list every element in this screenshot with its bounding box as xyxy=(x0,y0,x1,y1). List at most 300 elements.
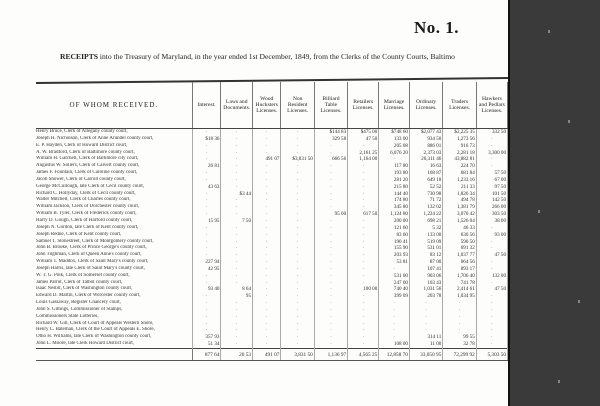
cell-wood: · xyxy=(253,334,281,341)
clerk-name: John Tilghman, Clerk of Queen Anne's county court, xyxy=(36,252,192,259)
table-row xyxy=(36,156,508,163)
table-row xyxy=(36,184,508,191)
clerk-name: Henry C. Bateman, Clerk of the Court of Appeals E. Shore, xyxy=(36,327,192,334)
cell-retailers: · xyxy=(348,300,379,307)
cell-hawkers: 38 00 xyxy=(476,218,507,225)
cell-traders: 224 70 xyxy=(443,163,476,170)
table-row xyxy=(36,232,508,239)
cell-hawkers: · xyxy=(476,293,507,300)
cell-billiard: · xyxy=(314,286,347,293)
cell-nonres: · xyxy=(281,225,314,232)
table-row xyxy=(36,150,508,157)
cell-wood: · xyxy=(253,293,281,300)
cell-marriage: 133 00 xyxy=(379,136,410,143)
cell-ordinary: · xyxy=(409,307,442,314)
cell-laws: $3 44 xyxy=(221,191,253,198)
cell-billiard: · xyxy=(314,341,347,348)
cell-ordinary: 519 09 xyxy=(409,239,442,246)
cell-traders: · xyxy=(443,307,476,314)
cell-marriage: 117 80 xyxy=(379,163,410,170)
cell-wood: · xyxy=(253,136,281,143)
document-title xyxy=(60,52,455,61)
table-row xyxy=(36,307,508,314)
cell-interest: 93 40 xyxy=(192,286,221,293)
total-billiard: 1,136 97 xyxy=(314,349,347,361)
cell-retailers: · xyxy=(348,204,379,211)
cell-interest: · xyxy=(192,225,221,232)
clerk-name: Augustus W. Sollers, Clerk of Calvert county court, xyxy=(36,163,192,170)
cell-laws: · xyxy=(221,170,253,177)
cell-traders: 590 50 xyxy=(443,239,476,246)
cell-hawkers: 332 50 xyxy=(476,129,507,136)
clerk-name: Samuel T. Stonestreet, Clerk of Montgomery county court, xyxy=(36,239,192,246)
cell-interest: · xyxy=(192,252,221,259)
cell-interest: · xyxy=(192,307,221,314)
cell-wood: · xyxy=(253,150,281,157)
clerk-name: Isaac Nesbit, Clerk of Washington county court, xyxy=(36,286,192,293)
cell-nonres: · xyxy=(281,341,314,348)
cell-nonres: · xyxy=(281,177,314,184)
cell-billiard: · xyxy=(314,177,347,184)
cell-interest: · xyxy=(192,245,221,252)
total-retailers: 4,565 25 xyxy=(348,349,379,361)
clerk-name: John B. Brooke, Clerk of Prince George's county court, xyxy=(36,245,192,252)
cell-retailers: · xyxy=(348,280,379,287)
cell-nonres: · xyxy=(281,170,314,177)
cell-marriage: 247 00 xyxy=(379,280,410,287)
clerk-name: William Jackson, Clerk of Dorchester county court, xyxy=(36,204,192,211)
cell-ordinary: · xyxy=(409,327,442,334)
cell-laws: · xyxy=(221,259,253,266)
cell-ordinary: 314 11 xyxy=(409,334,442,341)
cell-traders: 916 73 xyxy=(443,143,476,150)
cell-nonres: · xyxy=(281,280,314,287)
cell-hawkers: 3,300 00 xyxy=(476,150,507,157)
cell-laws: · xyxy=(221,184,253,191)
cell-nonres: · xyxy=(281,245,314,252)
cell-wood: · xyxy=(253,191,281,198)
cell-wood: · xyxy=(253,232,281,239)
clerk-name: William H. Gatchell, Clerk of Baltimore city court, xyxy=(36,156,192,163)
clerk-name: Harry D. Gough, Clerk of Harford county court, xyxy=(36,218,192,225)
col-header-hawkers: Hawkers and Pedlars Licenses. xyxy=(476,82,507,129)
cell-ordinary: 730 98 xyxy=(409,191,442,198)
cell-nonres: $3,831 50 xyxy=(281,156,314,163)
cell-nonres: · xyxy=(281,129,314,136)
cell-nonres: · xyxy=(281,184,314,191)
cell-retailers: · xyxy=(348,327,379,334)
cell-interest: · xyxy=(192,314,221,321)
cell-hawkers: · xyxy=(476,280,507,287)
cell-wood: · xyxy=(253,245,281,252)
cell-retailers: · xyxy=(348,314,379,321)
cell-laws: · xyxy=(221,143,253,150)
cell-marriage: 108 00 xyxy=(379,341,410,348)
cell-billiard: 329 58 xyxy=(314,136,347,143)
cell-retailers: · xyxy=(348,259,379,266)
cell-billiard: · xyxy=(314,280,347,287)
cell-hawkers: 67 00 xyxy=(476,177,507,184)
clerk-name: George McCullough, late Clerk of Cecil county court, xyxy=(36,184,192,191)
total-ordinary: 33,050 95 xyxy=(409,349,442,361)
cell-ordinary: $2,077 43 xyxy=(409,129,442,136)
cell-wood: · xyxy=(253,143,281,150)
cell-interest: · xyxy=(192,280,221,287)
cell-retailers: · xyxy=(348,341,379,348)
binding-speck xyxy=(538,210,540,213)
cell-interest: · xyxy=(192,300,221,307)
cell-retailers: · xyxy=(348,239,379,246)
table-row xyxy=(36,143,508,150)
title-prefix: RECEIPTS xyxy=(60,52,98,61)
cell-retailers: · xyxy=(348,197,379,204)
cell-interest: · xyxy=(192,239,221,246)
cell-traders: 1,381 79 xyxy=(443,204,476,211)
cell-marriage: · xyxy=(379,321,410,328)
cell-marriage: · xyxy=(379,334,410,341)
cell-hawkers: · xyxy=(476,341,507,348)
cell-nonres: · xyxy=(281,314,314,321)
title-rest: into the Treasury of Maryland, in the year ended 1st December, 1849, from the Clerks of the County Courts, Baltimo xyxy=(99,52,455,61)
clerk-name: Joseph N. Gordon, late Clerk of Kent county court, xyxy=(36,225,192,232)
clerk-name: Commissioners State Lotteries, xyxy=(36,314,192,321)
clerk-name: William T. Maddox, Clerk of Saint Mary's county court, xyxy=(36,259,192,266)
cell-interest: 43 63 xyxy=(192,184,221,191)
cell-traders: 211 33 xyxy=(443,184,476,191)
col-header-laws: Laws and Documents. xyxy=(221,82,253,129)
cell-interest: · xyxy=(192,177,221,184)
cell-nonres: · xyxy=(281,293,314,300)
cell-laws: 95 xyxy=(221,293,253,300)
cell-laws: · xyxy=(221,197,253,204)
cell-interest: 42 95 xyxy=(192,266,221,273)
cell-traders: 893 17 xyxy=(443,266,476,273)
cell-billiard: · xyxy=(314,163,347,170)
cell-billiard: $144 83 xyxy=(314,129,347,136)
cell-traders: 32 78 xyxy=(443,341,476,348)
cell-marriage: 345 80 xyxy=(379,204,410,211)
cell-laws: · xyxy=(221,232,253,239)
cell-traders: 741 78 xyxy=(443,280,476,287)
cell-marriage: 193 80 xyxy=(379,170,410,177)
table-row xyxy=(36,163,508,170)
cell-nonres: · xyxy=(281,239,314,246)
cell-marriage: 203 93 xyxy=(379,252,410,259)
table-body xyxy=(36,129,508,361)
cell-billiard: · xyxy=(314,170,347,177)
cell-traders: 1,233 16 xyxy=(443,177,476,184)
cell-interest: $18 36 xyxy=(192,136,221,143)
cell-interest: 227 94 xyxy=(192,259,221,266)
cell-traders: 1,706 40 xyxy=(443,273,476,280)
cell-traders: 691 32 xyxy=(443,245,476,252)
cell-nonres: · xyxy=(281,163,314,170)
cell-hawkers: 47 50 xyxy=(476,252,507,259)
clerk-name: James F. Fountain, Clerk of Caroline county court, xyxy=(36,170,192,177)
cell-wood: · xyxy=(253,259,281,266)
table-row xyxy=(36,239,508,246)
total-hawkers: 5,303 50 xyxy=(476,349,507,361)
clerk-name: John S. Gittings, Commissioner of Stamps, xyxy=(36,307,192,314)
cell-hawkers: · xyxy=(476,307,507,314)
cell-laws: · xyxy=(221,300,253,307)
cell-hawkers: 47 50 xyxy=(476,286,507,293)
cell-marriage: 200 00 xyxy=(379,218,410,225)
cell-laws: · xyxy=(221,307,253,314)
cell-marriage: 144 40 xyxy=(379,191,410,198)
cell-nonres: · xyxy=(281,327,314,334)
cell-nonres: · xyxy=(281,150,314,157)
table-row xyxy=(36,314,508,321)
cell-wood: · xyxy=(253,197,281,204)
cell-marriage: 740 40 xyxy=(379,286,410,293)
cell-billiard: · xyxy=(314,184,347,191)
cell-nonres: · xyxy=(281,204,314,211)
cell-hawkers: · xyxy=(476,225,507,232)
cell-marriage: $748 60 xyxy=(379,129,410,136)
cell-ordinary: 2,373 03 xyxy=(409,150,442,157)
cell-ordinary: 71 72 xyxy=(409,197,442,204)
cell-wood: · xyxy=(253,273,281,280)
cell-retailers: · xyxy=(348,218,379,225)
cell-billiard: · xyxy=(314,245,347,252)
table-row xyxy=(36,136,508,143)
table-row xyxy=(36,334,508,341)
cell-nonres: · xyxy=(281,218,314,225)
clerk-name: Richard C. Hollyday, Clerk of Cecil county court, xyxy=(36,191,192,198)
totals-row xyxy=(36,349,508,361)
table-row xyxy=(36,197,508,204)
cell-laws: · xyxy=(221,129,253,136)
cell-retailers: 100 00 xyxy=(348,286,379,293)
cell-billiard: 666 56 xyxy=(314,156,347,163)
col-header-wood: Wood Hucksters Licenses. xyxy=(253,82,281,129)
cell-wood: · xyxy=(253,204,281,211)
cell-hawkers: · xyxy=(476,259,507,266)
cell-marriage: 83 60 xyxy=(379,232,410,239)
cell-ordinary: 107 41 xyxy=(409,266,442,273)
cell-laws: · xyxy=(221,327,253,334)
cell-traders: 2,414 61 xyxy=(443,286,476,293)
cell-hawkers: 303 50 xyxy=(476,211,507,218)
total-wood: 491 07 xyxy=(253,349,281,361)
cell-marriage: 121 60 xyxy=(379,225,410,232)
cell-retailers: · xyxy=(348,266,379,273)
cell-traders: 630 56 xyxy=(443,232,476,239)
cell-marriage: · xyxy=(379,307,410,314)
clerk-name: Henry Bruce, Clerk of Allegany county court, xyxy=(36,129,192,136)
table-row xyxy=(36,321,508,328)
cell-hawkers: 266 00 xyxy=(476,204,507,211)
cell-traders: 681 84 xyxy=(443,170,476,177)
clerk-name: Joseph H. Nicholson, Clerk of Anne Arundel county court, xyxy=(36,136,192,143)
cell-nonres: · xyxy=(281,232,314,239)
table-row xyxy=(36,273,508,280)
cell-traders: 1,034 95 xyxy=(443,293,476,300)
cell-retailers: 617 50 xyxy=(348,211,379,218)
book-binding-edge xyxy=(508,0,600,406)
cell-hawkers: · xyxy=(476,156,507,163)
cell-interest: 357 93 xyxy=(192,334,221,341)
cell-traders: 3,070 42 xyxy=(443,211,476,218)
cell-ordinary: 531 01 xyxy=(409,245,442,252)
cell-billiard: · xyxy=(314,266,347,273)
cell-traders: · xyxy=(443,314,476,321)
clerk-name: E. P. Hayden, Clerk of Howard District court, xyxy=(36,143,192,150)
cell-nonres: · xyxy=(281,321,314,328)
cell-ordinary: 698 21 xyxy=(409,218,442,225)
cell-billiard: · xyxy=(314,327,347,334)
cell-retailers: · xyxy=(348,163,379,170)
cell-billiard: · xyxy=(314,321,347,328)
table-row xyxy=(36,327,508,334)
cell-wood: · xyxy=(253,321,281,328)
cell-interest: · xyxy=(192,232,221,239)
cell-billiard: 95 00 xyxy=(314,211,347,218)
cell-laws: · xyxy=(221,211,253,218)
cell-marriage: 6,076 20 xyxy=(379,150,410,157)
cell-interest: · xyxy=(192,156,221,163)
cell-ordinary: 203 78 xyxy=(409,293,442,300)
cell-laws: 8 64 xyxy=(221,286,253,293)
clerk-name: Louis Gassaway, Register Chancery court, xyxy=(36,300,192,307)
cell-billiard: · xyxy=(314,197,347,204)
cell-ordinary: 133 00 xyxy=(409,232,442,239)
cell-billiard: · xyxy=(314,314,347,321)
cell-retailers: · xyxy=(348,273,379,280)
table-row xyxy=(36,266,508,273)
clerk-name: Walter Mitchell, Clerk of Charles county court, xyxy=(36,197,192,204)
cell-traders: 99 55 xyxy=(443,334,476,341)
cell-billiard: · xyxy=(314,300,347,307)
cell-hawkers: · xyxy=(476,245,507,252)
cell-ordinary: 903 06 xyxy=(409,273,442,280)
cell-interest: · xyxy=(192,327,221,334)
cell-wood: · xyxy=(253,252,281,259)
binding-speck xyxy=(568,120,570,123)
cell-laws: 7 50 xyxy=(221,218,253,225)
cell-interest: 15 95 xyxy=(192,218,221,225)
cell-nonres: · xyxy=(281,197,314,204)
cell-nonres: · xyxy=(281,211,314,218)
table-row xyxy=(36,211,508,218)
cell-traders: · xyxy=(443,327,476,334)
table-row xyxy=(36,170,508,177)
cell-marriage: 205 08 xyxy=(379,143,410,150)
cell-traders: 494 78 xyxy=(443,197,476,204)
cell-traders: $2,225 35 xyxy=(443,129,476,136)
cell-hawkers: 101 50 xyxy=(476,191,507,198)
cell-interest: · xyxy=(192,293,221,300)
cell-ordinary: 20,311 46 xyxy=(409,156,442,163)
cell-billiard: · xyxy=(314,273,347,280)
col-header-ordinary: Ordinary Licenses. xyxy=(409,82,442,129)
cell-traders: 064 56 xyxy=(443,259,476,266)
clerk-name: Joseph Harris, late Clerk of Saint Mary's county court, xyxy=(36,266,192,273)
cell-retailers: · xyxy=(348,334,379,341)
cell-retailers: 47 50 xyxy=(348,136,379,143)
cell-hawkers: · xyxy=(476,136,507,143)
cell-hawkers: · xyxy=(476,300,507,307)
col-header-interest: Interest. xyxy=(192,82,221,129)
receipts-table xyxy=(36,82,508,361)
cell-laws: · xyxy=(221,266,253,273)
binding-line xyxy=(508,0,510,406)
cell-nonres: · xyxy=(281,334,314,341)
cell-retailers: · xyxy=(348,177,379,184)
cell-retailers: · xyxy=(348,307,379,314)
cell-traders: 1,526 04 xyxy=(443,218,476,225)
total-marriage: 12,858 70 xyxy=(379,349,410,361)
cell-wood: · xyxy=(253,211,281,218)
cell-wood: · xyxy=(253,177,281,184)
table-row xyxy=(36,191,508,198)
cell-ordinary: 168 87 xyxy=(409,170,442,177)
cell-wood: · xyxy=(253,280,281,287)
clerk-name: W. T. G. Polk, Clerk of Somerset county court, xyxy=(36,273,192,280)
cell-hawkers: · xyxy=(476,321,507,328)
total-interest: 877 64 xyxy=(192,349,221,361)
cell-billiard: · xyxy=(314,218,347,225)
cell-interest: · xyxy=(192,273,221,280)
cell-marriage: 155 90 xyxy=(379,245,410,252)
binding-speck xyxy=(548,30,550,33)
cell-interest: · xyxy=(192,204,221,211)
cell-traders: 43,882 81 xyxy=(443,156,476,163)
table-row xyxy=(36,300,508,307)
cell-billiard: · xyxy=(314,259,347,266)
cell-laws: · xyxy=(221,334,253,341)
cell-ordinary: 11 00 xyxy=(409,341,442,348)
total-laws: 20 53 xyxy=(221,349,253,361)
cell-ordinary: 83 12 xyxy=(409,252,442,259)
clerk-name: Edward D. Martin, Clerk of Worcester county court, xyxy=(36,293,192,300)
cell-traders: · xyxy=(443,300,476,307)
cell-interest: · xyxy=(192,197,221,204)
clerk-name: James Parrot, Clerk of Talbot county court, xyxy=(36,280,192,287)
cell-nonres: · xyxy=(281,136,314,143)
clerk-name: William B. Tyler, Clerk of Frederick county court, xyxy=(36,211,192,218)
cell-ordinary: 87 00 xyxy=(409,259,442,266)
col-header-marriage: Marriage Licenses. xyxy=(379,82,410,129)
cell-laws: · xyxy=(221,204,253,211)
table-row xyxy=(36,129,508,136)
cell-interest: 26 81 xyxy=(192,163,221,170)
cell-marriage: 1,124 80 xyxy=(379,211,410,218)
cell-billiard: · xyxy=(314,232,347,239)
cell-marriage: · xyxy=(379,314,410,321)
table-row xyxy=(36,218,508,225)
col-header-traders: Traders Licenses. xyxy=(443,82,476,129)
cell-wood: · xyxy=(253,129,281,136)
cell-marriage: 399 09 xyxy=(379,293,410,300)
table-row xyxy=(36,204,508,211)
col-header-billiard: Billiard Table Licenses. xyxy=(314,82,347,129)
cell-hawkers: · xyxy=(476,314,507,321)
cell-laws: · xyxy=(221,273,253,280)
cell-ordinary: 5 32 xyxy=(409,225,442,232)
cell-laws: · xyxy=(221,156,253,163)
totals-label-blank xyxy=(36,349,192,361)
table-row xyxy=(36,252,508,259)
table-row xyxy=(36,341,508,348)
cell-nonres: · xyxy=(281,307,314,314)
cell-wood: · xyxy=(253,307,281,314)
cell-laws: · xyxy=(221,321,253,328)
clerk-name: Richard W. Gill, Clerk of Court of Appeals Western Shore, xyxy=(36,321,192,328)
cell-marriage: · xyxy=(379,156,410,163)
cell-retailers: · xyxy=(348,184,379,191)
